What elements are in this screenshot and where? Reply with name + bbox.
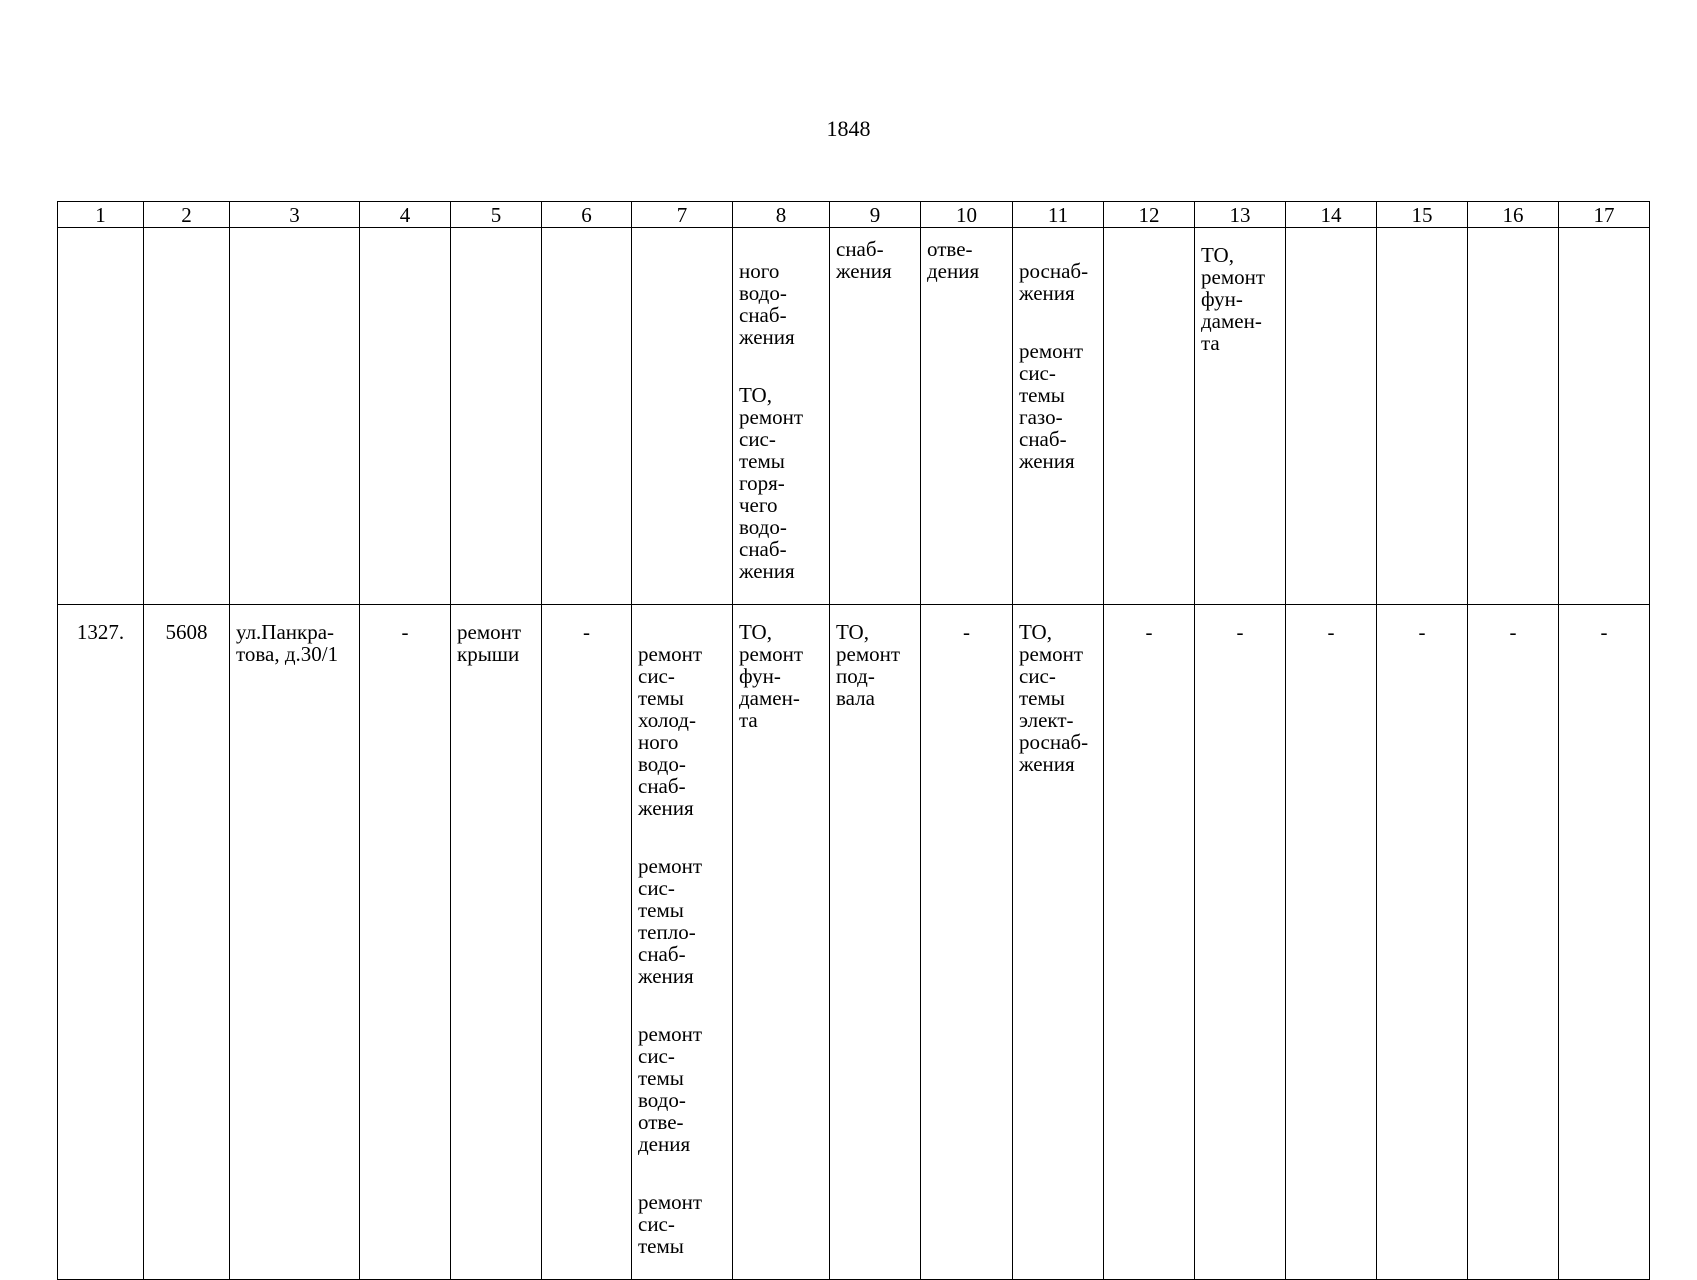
table-cell — [144, 605, 230, 1280]
cell-text: отве- дения — [927, 237, 980, 283]
cell-text: - — [583, 620, 590, 644]
table-cell — [1104, 605, 1195, 1280]
cell-paragraph: ремонт сис- темы тепло- снаб- жения — [638, 854, 703, 988]
column-header: 8 — [733, 202, 830, 228]
column-header: 4 — [360, 202, 451, 228]
cell-text: - — [1327, 620, 1335, 644]
table-cell — [1286, 605, 1377, 1280]
column-header: 5 — [451, 202, 542, 228]
table-cell — [360, 228, 451, 605]
table-cell — [733, 605, 830, 1280]
table-cell — [632, 605, 733, 1280]
table-cell — [230, 228, 360, 605]
table-cell — [451, 228, 542, 605]
table-cell — [1468, 228, 1559, 605]
page-number: 1848 — [826, 116, 871, 141]
cell-text: ТО, ремонт сис- темы элект- роснаб- жения — [1019, 620, 1089, 776]
cell-text: - — [963, 620, 970, 644]
table-cell — [230, 605, 360, 1280]
column-header: 10 — [921, 202, 1013, 228]
address: ул.Панкра- това, д.30/1 — [236, 620, 339, 666]
column-number-row — [58, 202, 1650, 228]
table-cell — [1377, 605, 1468, 1280]
cell-paragraph: ТО, ремонт сис- темы горя- чего водо- снаб- жения — [739, 383, 804, 583]
table-cell — [1195, 605, 1286, 1280]
table-cell — [144, 228, 230, 605]
cell-text: ремонт крыши — [457, 620, 522, 666]
table-cell — [1377, 228, 1468, 605]
column-header: 1 — [58, 202, 144, 228]
table-cell — [451, 605, 542, 1280]
cell-text: ТО, ремонт под- вала — [836, 620, 901, 710]
cell-text: - — [401, 620, 409, 644]
column-header: 15 — [1377, 202, 1468, 228]
repair-schedule-table — [57, 201, 1650, 1280]
table-cell — [830, 605, 921, 1280]
table-cell — [632, 228, 733, 605]
column-header: 14 — [1286, 202, 1377, 228]
table-cell — [733, 228, 830, 605]
row-number: 1327. — [76, 620, 125, 644]
table-cell — [542, 605, 632, 1280]
column-header: 2 — [144, 202, 230, 228]
column-header: 12 — [1104, 202, 1195, 228]
table-cell — [1286, 228, 1377, 605]
cell-paragraph: ремонт сис- темы холод- ного водо- снаб- жения — [638, 642, 703, 820]
column-header: 13 — [1195, 202, 1286, 228]
cell-text: - — [1600, 620, 1608, 644]
table-cell — [58, 605, 144, 1280]
table-cell — [921, 605, 1013, 1280]
table-cell — [1559, 228, 1650, 605]
column-header: 3 — [230, 202, 360, 228]
object-code: 5608 — [165, 620, 208, 644]
table-cell — [542, 228, 632, 605]
cell-text: ТО, ремонт фун- дамен- та — [739, 620, 804, 732]
cell-paragraph: ремонт сис- темы водо- отве- дения — [638, 1022, 703, 1156]
table-cell — [1104, 228, 1195, 605]
cell-text: снаб- жения — [836, 237, 892, 283]
column-header: 9 — [830, 202, 921, 228]
cell-text: - — [1145, 620, 1153, 644]
table-row — [58, 605, 1650, 1280]
table-cell — [921, 228, 1013, 605]
column-header: 6 — [542, 202, 632, 228]
column-header: 17 — [1559, 202, 1650, 228]
cell-text: ТО, ремонт фун- дамен- та — [1201, 243, 1266, 355]
column-header: 7 — [632, 202, 733, 228]
table-cell — [830, 228, 921, 605]
cell-paragraph: ремонт сис- темы — [638, 1190, 703, 1258]
table-cell — [1195, 228, 1286, 605]
table-cell — [1013, 228, 1104, 605]
table-cell — [1468, 605, 1559, 1280]
column-header: 16 — [1468, 202, 1559, 228]
table-cell — [1559, 605, 1650, 1280]
cell-paragraph: ного водо- снаб- жения — [739, 259, 795, 349]
table-cell — [58, 228, 144, 605]
column-header: 11 — [1013, 202, 1104, 228]
cell-paragraph: роснаб- жения — [1019, 259, 1089, 305]
table-cell — [360, 605, 451, 1280]
cell-text: - — [1236, 620, 1244, 644]
cell-text: - — [1509, 620, 1517, 644]
cell-paragraph: ремонт сис- темы газо- снаб- жения — [1019, 339, 1084, 473]
table-cell — [1013, 605, 1104, 1280]
continuation-row — [58, 228, 1650, 605]
cell-text: - — [1418, 620, 1426, 644]
